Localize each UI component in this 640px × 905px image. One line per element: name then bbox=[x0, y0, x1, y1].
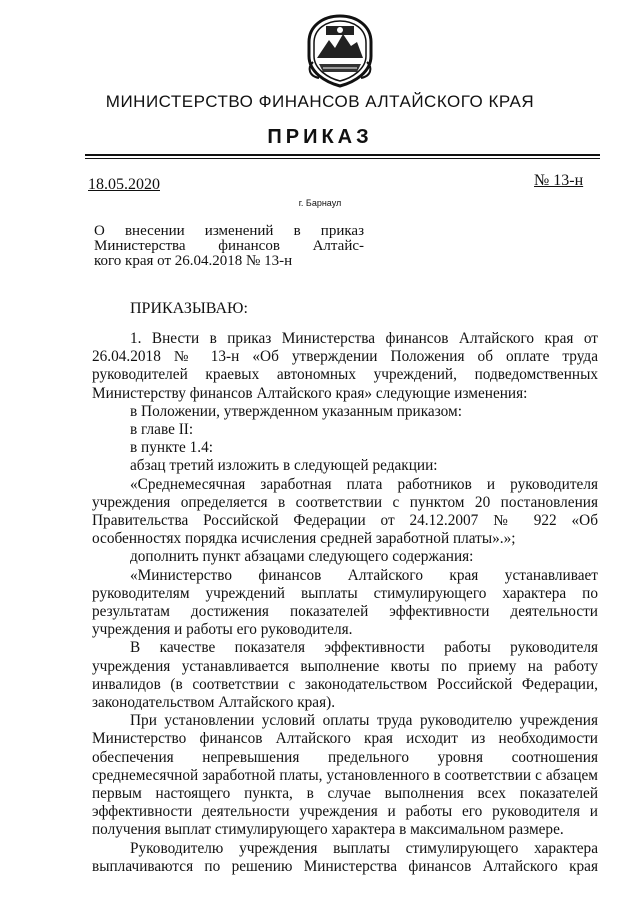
body-paragraph: в пункте 1.4: bbox=[130, 439, 213, 457]
body-paragraph: 1. Внести в приказ Министерства финансов Алтайского края от 26.04.2018 № 13-н «Об утверждении Положения об оплате труда руководителей краевых автономных учреждений, подведомственных Министерству финансов Алтайского края» следующие изменения: bbox=[92, 330, 598, 402]
document-subject bbox=[94, 224, 364, 269]
coat-of-arms-icon bbox=[299, 12, 381, 90]
document-date: 18.05.2020 bbox=[88, 176, 160, 193]
document-city: г. Барнаул bbox=[298, 198, 342, 208]
body-paragraph: абзац третий изложить в следующей редакции: bbox=[130, 457, 438, 475]
body-paragraph: Руководителю учреждения выплаты стимулирующего характера выплачиваются по решению Министерства финансов Алтайского края bbox=[92, 839, 598, 875]
subject-line: кого края от 26.04.2018 № 13-н bbox=[94, 253, 293, 269]
document-type: ПРИКАЗ bbox=[267, 126, 373, 148]
body-paragraph: «Среднемесячная заработная плата работников и руководителя учреждения определяется в соответствии с пунктом 20 постановления Правительства Российской Федерации от 24.12.2007 № 922 «Об особенностях порядка исчисления средней заработной платы».»; bbox=[92, 475, 598, 548]
body-paragraph: При установлении условий оплаты труда руководителю учреждения Министерство финансов Алтайского края исходит из необходимости обеспечения непревышения предельного уровня соотношения среднемесячной заработной платы, установленного в соответствии с абзацем первым настоящего пункта, в случае выполнения всех показателей эффективности деятельности учреждения и работы его руководителя и получения выплат стимулирующего характера в максимальном размере. bbox=[92, 712, 598, 839]
header-divider bbox=[85, 154, 600, 156]
body-paragraph: «Министерство финансов Алтайского края устанавливает руководителям учреждений выплаты стимулирующего характера по результатам достижения показателей эффективности деятельности учреждения и работы его руководителя. bbox=[92, 566, 598, 639]
body-paragraph: В качестве показателя эффективности работы руководителя учреждения устанавливается выполнение квоты по приему на работу инвалидов (в соответствии с законодательством Российской Федерации, законодательством Алтайского края). bbox=[92, 639, 598, 712]
body-paragraph: в главе II: bbox=[130, 421, 194, 439]
order-word: ПРИКАЗЫВАЮ: bbox=[130, 300, 248, 317]
document-body bbox=[92, 330, 598, 876]
ministry-title: МИНИСТЕРСТВО ФИНАНСОВ АЛТАЙСКОГО КРАЯ bbox=[105, 92, 535, 111]
header-divider-thin bbox=[85, 158, 600, 159]
subject-line: О внесении изменений в приказ bbox=[94, 223, 364, 239]
subject-line: Министерства финансов Алтайс- bbox=[94, 238, 364, 254]
body-paragraph: в Положении, утвержденном указанным приказом: bbox=[130, 402, 462, 420]
document-number: № 13-н bbox=[534, 172, 584, 189]
body-paragraph: дополнить пункт абзацами следующего содержания: bbox=[130, 548, 474, 566]
